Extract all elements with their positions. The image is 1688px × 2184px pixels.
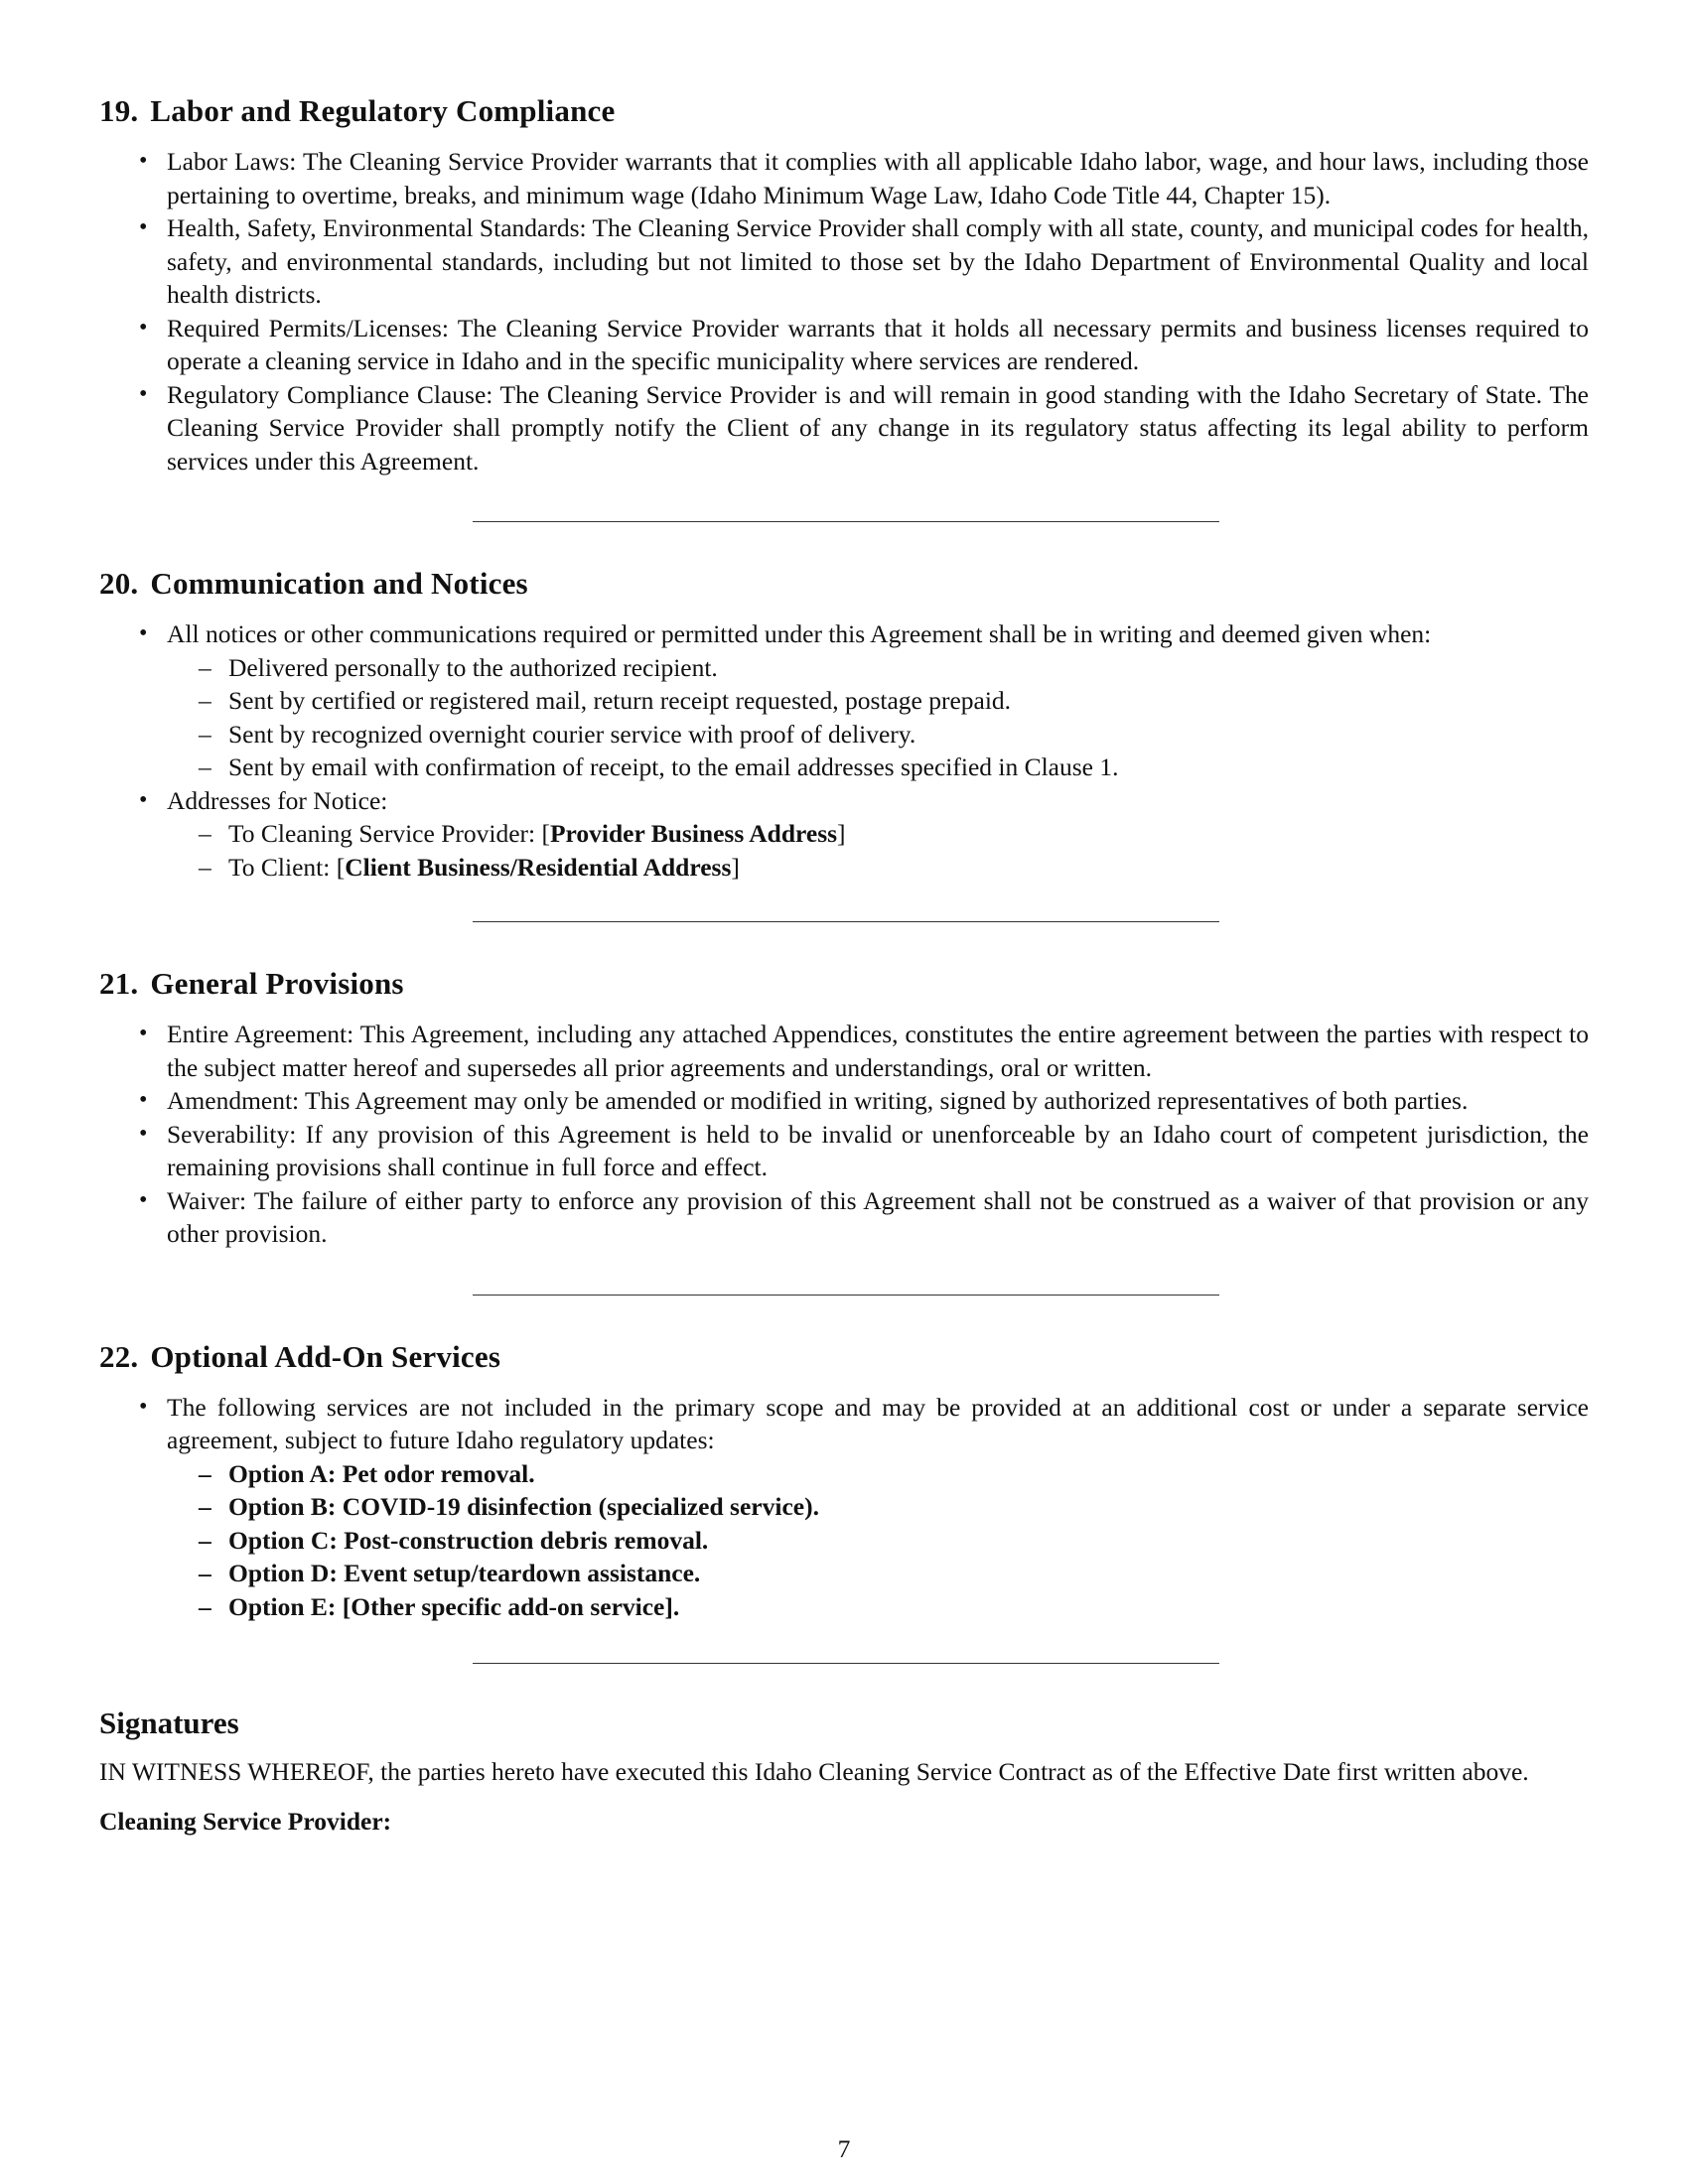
section-title: Labor and Regulatory Compliance	[150, 93, 616, 128]
section-number: 21.	[99, 966, 139, 1001]
section-divider	[473, 1295, 1219, 1296]
section-divider	[473, 521, 1219, 522]
addon-options-list	[167, 1457, 1589, 1624]
bracket: ]	[837, 819, 846, 848]
client-address-label: To Client: [	[228, 852, 346, 882]
addon-intro: The following services are not included in the primary scope and may be provided at an additional cost or under a separate service agreement, subject to future Idaho regulatory updates:	[167, 1392, 1589, 1454]
signatures-heading: Signatures	[99, 1706, 239, 1740]
client-address	[228, 851, 1589, 885]
section-title: Optional Add-On Services	[150, 1338, 501, 1374]
section-heading	[99, 91, 1589, 131]
notice-methods-list	[167, 651, 1589, 784]
section-number: 20.	[99, 566, 139, 601]
section-title: Communication and Notices	[150, 566, 528, 601]
document-page	[99, 91, 1589, 1838]
clause-list	[99, 145, 1589, 478]
provider-address-label: To Cleaning Service Provider: [	[228, 819, 550, 848]
section-divider	[473, 1663, 1219, 1664]
clause-item	[167, 617, 1589, 784]
addon-option: – Option C: Post-construction debris removal.	[228, 1524, 1589, 1558]
clause-item: • Amendment: This Agreement may only be amended or modified in writing, signed by authorized representatives of both parties.	[167, 1084, 1589, 1118]
addon-option: – Option A: Pet odor removal.	[228, 1457, 1589, 1491]
clause-list	[99, 1018, 1589, 1251]
section-divider	[473, 921, 1219, 922]
section-number: 19.	[99, 93, 139, 128]
clause-item: • Regulatory Compliance Clause: The Cleaning Service Provider is and will remain in good standing with the Idaho Secretary of State. The Cleaning Service Provider shall promptly notify the Client of any change in its regulatory status affecting its legal ability to perform services under this Agreement.	[167, 378, 1589, 478]
section-heading	[99, 564, 1589, 604]
addon-option: – Option B: COVID-19 disinfection (specialized service).	[228, 1490, 1589, 1524]
clause-item: • Required Permits/Licenses: The Cleaning Service Provider warrants that it holds all necessary permits and business licenses required to operate a cleaning service in Idaho and in the specific municipality where services are rendered.	[167, 312, 1589, 378]
notice-intro: All notices or other communications required or permitted under this Agreement shall be in writing and deemed given when:	[167, 619, 1432, 648]
clause-item	[167, 1391, 1589, 1624]
section-title: General Provisions	[150, 966, 404, 1001]
clause-item: • Health, Safety, Environmental Standards: The Cleaning Service Provider shall comply with all state, county, and municipal codes for health, safety, and environmental standards, including but not limited to those set by the Idaho Department of Environmental Quality and local health districts.	[167, 211, 1589, 312]
provider-address	[228, 817, 1589, 851]
section-heading	[99, 1337, 1589, 1377]
clause-list	[99, 617, 1589, 884]
notice-method: – Delivered personally to the authorized recipient.	[228, 651, 1589, 685]
notice-method: – Sent by certified or registered mail, return receipt requested, postage prepaid.	[228, 684, 1589, 718]
clause-item	[167, 784, 1589, 885]
signatures-section	[99, 1704, 1589, 1838]
page-number: 7	[837, 2134, 851, 2163]
notice-method: – Sent by email with confirmation of receipt, to the email addresses specified in Clause 1.	[228, 751, 1589, 784]
section-heading	[99, 964, 1589, 1004]
section-21	[99, 964, 1589, 1251]
addon-option: – Option E: [Other specific add-on service].	[228, 1590, 1589, 1624]
client-address-placeholder: Client Business/Residential Address	[345, 852, 732, 882]
addon-option: – Option D: Event setup/teardown assistance.	[228, 1557, 1589, 1590]
clause-item: • Labor Laws: The Cleaning Service Provider warrants that it complies with all applicable Idaho labor, wage, and hour laws, including those pertaining to overtime, breaks, and minimum wage (Idaho Minimum Wage Law, Idaho Code Title 44, Chapter 15).	[167, 145, 1589, 211]
clause-item: • Waiver: The failure of either party to enforce any provision of this Agreement shall not be construed as a waiver of that provision or any other provision.	[167, 1184, 1589, 1251]
addresses-list	[167, 817, 1589, 884]
clause-item: • Severability: If any provision of this Agreement is held to be invalid or unenforceable by an Idaho court of competent jurisdiction, the remaining provisions shall continue in full force and effect.	[167, 1118, 1589, 1184]
provider-signature-label: Cleaning Service Provider:	[99, 1806, 392, 1836]
clause-list	[99, 1391, 1589, 1624]
provider-address-placeholder: Provider Business Address	[549, 819, 838, 848]
section-22	[99, 1337, 1589, 1624]
section-20	[99, 564, 1589, 884]
section-19	[99, 91, 1589, 478]
addresses-label: Addresses for Notice:	[167, 785, 388, 815]
notice-method: – Sent by recognized overnight courier service with proof of delivery.	[228, 718, 1589, 751]
witness-paragraph: IN WITNESS WHEREOF, the parties hereto have executed this Idaho Cleaning Service Contract as of the Effective Date first written above.	[99, 1757, 1529, 1786]
section-number: 22.	[99, 1338, 139, 1374]
clause-item: • Entire Agreement: This Agreement, including any attached Appendices, constitutes the entire agreement between the parties with respect to the subject matter hereof and supersedes all prior agreements and understandings, oral or written.	[167, 1018, 1589, 1084]
bracket: ]	[731, 852, 740, 882]
